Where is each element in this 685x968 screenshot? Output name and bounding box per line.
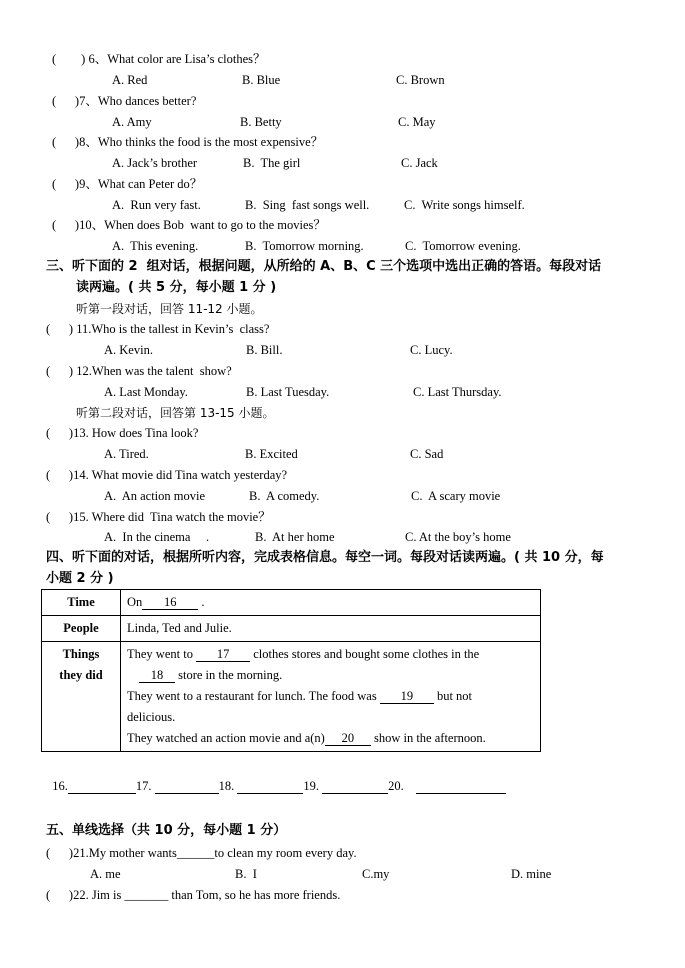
question-text: ( )7、Who dances better? — [52, 94, 197, 108]
option-a: A. An action movie — [104, 489, 206, 503]
option-a: A. This evening. — [112, 239, 199, 253]
answer-blank-18[interactable] — [237, 779, 303, 794]
things-text: delicious. — [127, 710, 176, 724]
option-a: A. Amy — [112, 115, 152, 129]
things-label-line1: Things — [62, 647, 100, 661]
people-label: People — [42, 616, 121, 642]
question-text: ( )8、Who thinks the food is the most expensive？ — [52, 135, 324, 149]
time-value: On 16 . — [121, 590, 541, 616]
things-text: store in the morning. — [178, 668, 283, 682]
option-a: A. Jack’s brother — [112, 156, 198, 170]
option-a: A. Run very fast. — [112, 198, 201, 212]
things-text: They went to — [127, 647, 193, 661]
time-prefix: On — [127, 595, 143, 609]
option-c: C. At the boy’s home — [405, 530, 511, 544]
answer-blank-20[interactable] — [416, 779, 506, 794]
option-b: B. At her home — [255, 530, 335, 544]
answer-blank-16[interactable] — [68, 779, 136, 794]
answer-label-17: 17. — [135, 779, 152, 793]
blank-19[interactable]: 19 — [380, 689, 434, 704]
option-c: C. May — [398, 115, 436, 129]
option-a: A. Tired. — [104, 447, 149, 461]
section-5-title: 五、单线选择（共 10 分，每小题 1 分） — [46, 823, 287, 838]
question-text: ( )15. Where did Tina watch the movie？ — [46, 510, 271, 524]
question-text: ( )10、When does Bob want to go to the movies？ — [52, 218, 326, 232]
option-b: B. Blue — [242, 73, 281, 87]
section-4-title-cont: 小题 2 分 ) — [46, 571, 114, 586]
people-value: Linda, Ted and Julie. — [121, 616, 541, 642]
things-text: show in the afternoon. — [373, 731, 486, 745]
option-b: B. Last Tuesday. — [246, 385, 330, 399]
option-b: B. A comedy. — [249, 489, 320, 503]
question-22: ( )22. Jim is _______ than Tom, so he has more friends. — [46, 888, 341, 902]
q21-option-c: C.my — [362, 867, 390, 881]
q21-option-a: A. me — [90, 867, 121, 881]
question-text: ( ) 11.Who is the tallest in Kevin’s class? — [46, 322, 270, 336]
question-text: ( )9、What can Peter do？ — [52, 177, 203, 191]
things-text: They went to a restaurant for lunch. The food was — [127, 689, 377, 703]
option-c: C. Jack — [401, 156, 438, 170]
answer-blank-17[interactable] — [155, 779, 219, 794]
answer-label-16: 16. — [52, 779, 68, 793]
q21-option-d: D. mine — [511, 867, 552, 881]
blank-20[interactable]: 20 — [325, 731, 371, 746]
option-c: C. A scary movie — [411, 489, 501, 503]
table-row-people — [42, 616, 541, 642]
blank-16[interactable]: 16 — [142, 595, 198, 610]
question-text: ( )13. How does Tina look? — [46, 426, 199, 440]
option-b: B. Tomorrow morning. — [245, 239, 364, 253]
option-c: C. Write songs himself. — [404, 198, 525, 212]
q21-option-b: B. I — [235, 867, 257, 881]
option-b: B. Excited — [245, 447, 298, 461]
option-c: C. Lucy. — [410, 343, 453, 357]
things-label — [42, 642, 121, 752]
question-21: ( )21.My mother wants______to clean my room every day. — [46, 846, 357, 860]
blank-18[interactable]: 18 — [139, 668, 175, 683]
answer-blank-19[interactable] — [322, 779, 388, 794]
things-value — [121, 642, 541, 752]
things-text: but not — [436, 689, 473, 703]
option-a: A. In the cinema . — [104, 530, 210, 544]
option-b: B. Betty — [240, 115, 282, 129]
answer-row — [46, 762, 506, 794]
option-a: A. Red — [112, 73, 148, 87]
option-c: C. Last Thursday. — [413, 385, 502, 399]
blank-17[interactable]: 17 — [196, 647, 250, 662]
option-b: B. Bill. — [246, 343, 283, 357]
answer-label-18: 18. — [218, 779, 235, 793]
time-label: Time — [42, 590, 121, 616]
answer-label-19: 19. — [303, 779, 319, 793]
option-c: C. Sad — [410, 447, 444, 461]
option-c: C. Tomorrow evening. — [405, 239, 521, 253]
dialogue-1-intro: 听第一段对话，回答 11-12 小题。 — [76, 302, 263, 316]
table-row-time — [42, 590, 541, 616]
question-text: ( )14. What movie did Tina watch yesterday? — [46, 468, 288, 482]
table-row-things — [42, 642, 541, 752]
things-text: clothes stores and bought some clothes in the — [253, 647, 480, 661]
things-label-line2: they did — [59, 668, 103, 682]
option-b: B. Sing fast songs well. — [245, 198, 370, 212]
section-3-title-cont: 读两遍。( 共 5 分，每小题 1 分 ) — [76, 280, 277, 295]
option-a: A. Kevin. — [104, 343, 153, 357]
section-4-title: 四、听下面的对话，根据所听内容，完成表格信息。每空一词。每段对话读两遍。( 共 10 分，每 — [46, 550, 604, 565]
answer-label-20: 20. — [388, 779, 404, 793]
things-text: They watched an action movie and a(n) — [127, 731, 325, 745]
option-c: C. Brown — [396, 73, 445, 87]
question-text: ( ) 6、What color are Lisa’s clothes？ — [52, 52, 266, 66]
section-3-title: 三、听下面的 2 组对话，根据问题，从所给的 A、B、C 三个选项中选出正确的答语。每段对话 — [46, 259, 602, 274]
question-text: ( ) 12.When was the talent show? — [46, 364, 232, 378]
option-b: B. The girl — [243, 156, 301, 170]
option-a: A. Last Monday. — [104, 385, 188, 399]
info-table — [41, 589, 541, 752]
dialogue-2-intro: 听第二段对话，回答第 13-15 小题。 — [76, 406, 275, 420]
